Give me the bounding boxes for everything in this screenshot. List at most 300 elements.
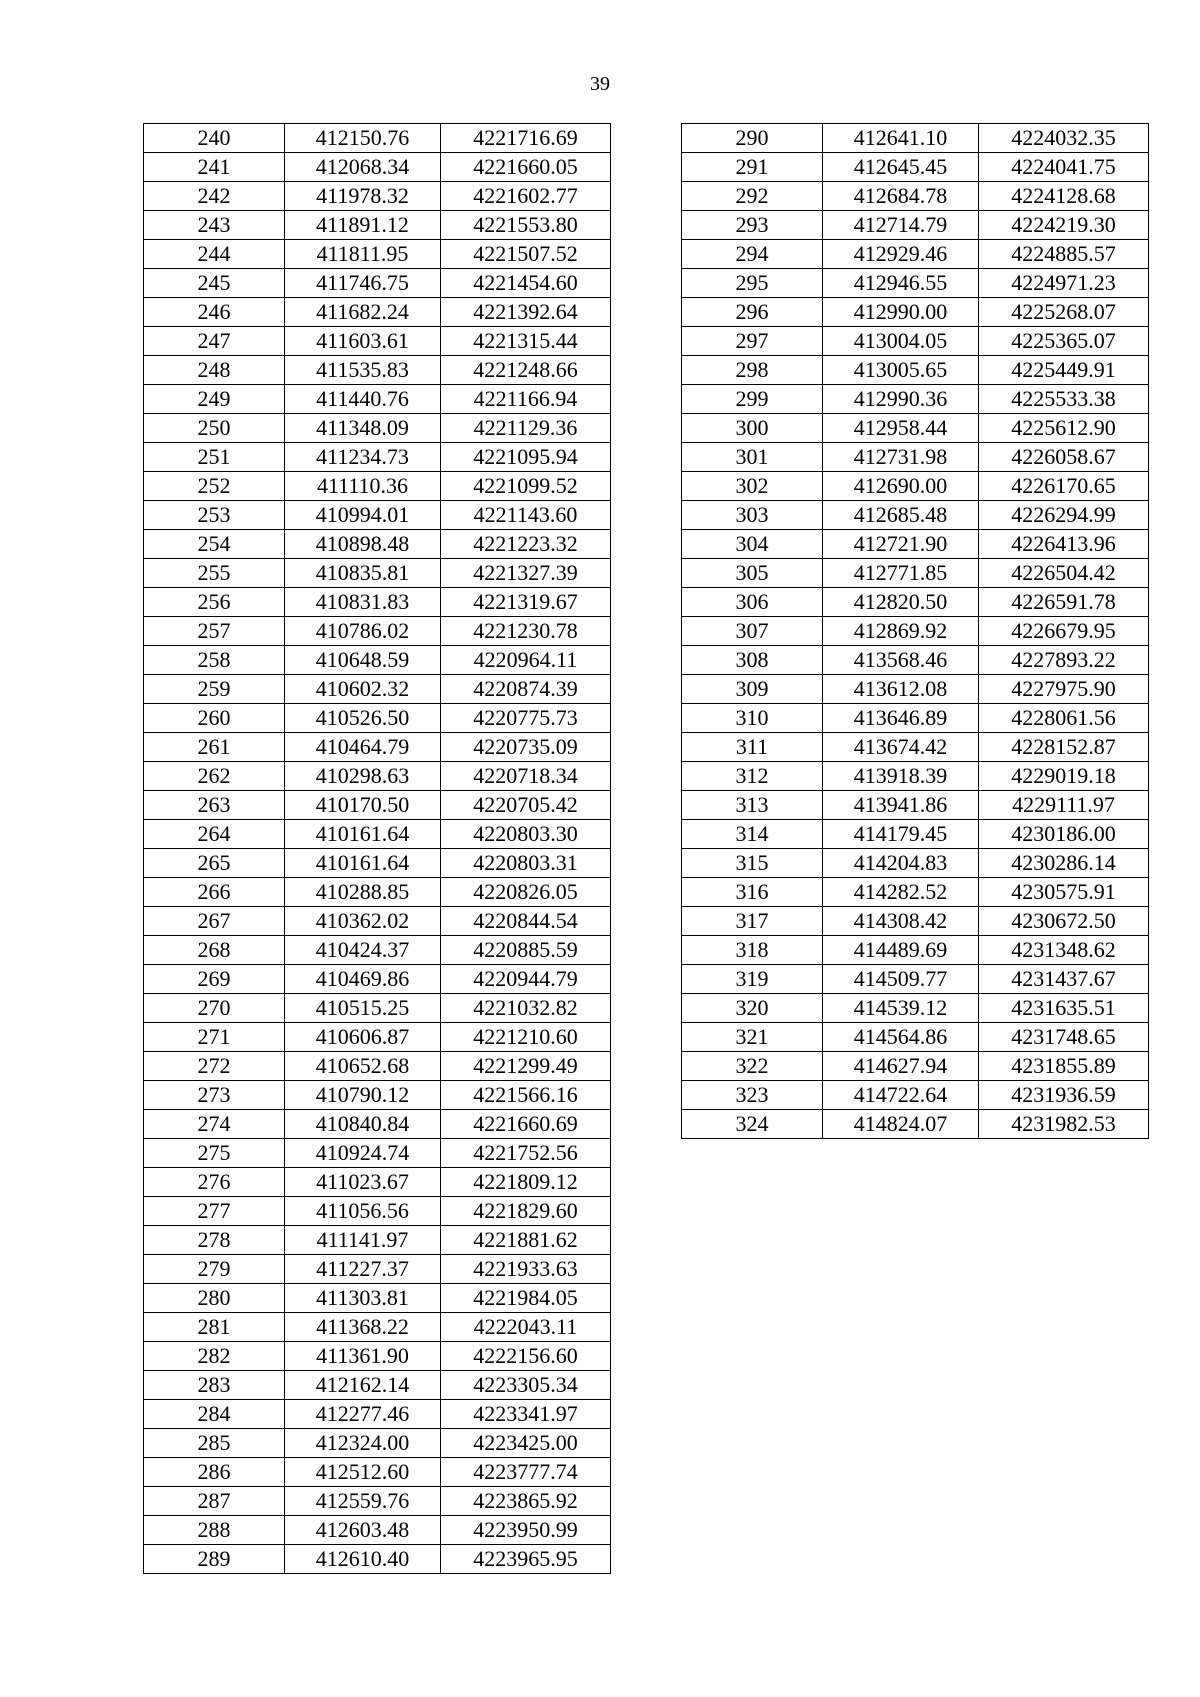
y-coordinate-cell: 4231437.67 [979, 965, 1149, 994]
table-row [144, 559, 611, 588]
y-coordinate-cell: 4221507.52 [441, 240, 611, 269]
point-id-cell: 262 [144, 762, 285, 791]
table-row [682, 298, 1149, 327]
x-coordinate-cell: 413941.86 [823, 791, 979, 820]
point-id-cell: 257 [144, 617, 285, 646]
table-row [144, 1052, 611, 1081]
point-id-cell: 294 [682, 240, 823, 269]
point-id-cell: 259 [144, 675, 285, 704]
table-row [144, 1313, 611, 1342]
y-coordinate-cell: 4231748.65 [979, 1023, 1149, 1052]
x-coordinate-cell: 411141.97 [285, 1226, 441, 1255]
point-id-cell: 253 [144, 501, 285, 530]
point-id-cell: 309 [682, 675, 823, 704]
point-id-cell: 243 [144, 211, 285, 240]
point-id-cell: 319 [682, 965, 823, 994]
table-row [144, 791, 611, 820]
y-coordinate-cell: 4222156.60 [441, 1342, 611, 1371]
point-id-cell: 295 [682, 269, 823, 298]
table-row [144, 1284, 611, 1313]
x-coordinate-cell: 410924.74 [285, 1139, 441, 1168]
y-coordinate-cell: 4228061.56 [979, 704, 1149, 733]
table-row [144, 124, 611, 153]
point-id-cell: 273 [144, 1081, 285, 1110]
x-coordinate-cell: 412559.76 [285, 1487, 441, 1516]
table-row [144, 269, 611, 298]
point-id-cell: 268 [144, 936, 285, 965]
table-row [144, 211, 611, 240]
y-coordinate-cell: 4220803.31 [441, 849, 611, 878]
table-row [682, 791, 1149, 820]
table-row [682, 414, 1149, 443]
y-coordinate-cell: 4231855.89 [979, 1052, 1149, 1081]
y-coordinate-cell: 4221829.60 [441, 1197, 611, 1226]
point-id-cell: 265 [144, 849, 285, 878]
point-id-cell: 251 [144, 443, 285, 472]
table-row [682, 994, 1149, 1023]
point-id-cell: 286 [144, 1458, 285, 1487]
x-coordinate-cell: 412324.00 [285, 1429, 441, 1458]
x-coordinate-cell: 410424.37 [285, 936, 441, 965]
table-row [144, 443, 611, 472]
x-coordinate-cell: 412684.78 [823, 182, 979, 211]
x-coordinate-cell: 412162.14 [285, 1371, 441, 1400]
x-coordinate-cell: 414509.77 [823, 965, 979, 994]
y-coordinate-cell: 4226170.65 [979, 472, 1149, 501]
point-id-cell: 244 [144, 240, 285, 269]
x-coordinate-cell: 412869.92 [823, 617, 979, 646]
table-row [144, 1139, 611, 1168]
y-coordinate-cell: 4221602.77 [441, 182, 611, 211]
table-row [682, 849, 1149, 878]
point-id-cell: 240 [144, 124, 285, 153]
point-id-cell: 245 [144, 269, 285, 298]
table-row [682, 820, 1149, 849]
table-row [144, 907, 611, 936]
x-coordinate-cell: 411811.95 [285, 240, 441, 269]
table-row [682, 211, 1149, 240]
y-coordinate-cell: 4231982.53 [979, 1110, 1149, 1139]
y-coordinate-cell: 4221392.64 [441, 298, 611, 327]
x-coordinate-cell: 411023.67 [285, 1168, 441, 1197]
x-coordinate-cell: 410840.84 [285, 1110, 441, 1139]
table-row [682, 675, 1149, 704]
table-row [144, 1400, 611, 1429]
y-coordinate-cell: 4224219.30 [979, 211, 1149, 240]
x-coordinate-cell: 410835.81 [285, 559, 441, 588]
x-coordinate-cell: 414722.64 [823, 1081, 979, 1110]
x-coordinate-cell: 411891.12 [285, 211, 441, 240]
x-coordinate-cell: 412690.00 [823, 472, 979, 501]
y-coordinate-cell: 4223950.99 [441, 1516, 611, 1545]
x-coordinate-cell: 413646.89 [823, 704, 979, 733]
x-coordinate-cell: 414308.42 [823, 907, 979, 936]
point-id-cell: 270 [144, 994, 285, 1023]
y-coordinate-cell: 4221454.60 [441, 269, 611, 298]
x-coordinate-cell: 410606.87 [285, 1023, 441, 1052]
x-coordinate-cell: 412277.46 [285, 1400, 441, 1429]
y-coordinate-cell: 4220718.34 [441, 762, 611, 791]
y-coordinate-cell: 4224041.75 [979, 153, 1149, 182]
y-coordinate-cell: 4221809.12 [441, 1168, 611, 1197]
table-row [682, 356, 1149, 385]
coordinates-table-right [681, 123, 1149, 1139]
table-row [682, 472, 1149, 501]
point-id-cell: 323 [682, 1081, 823, 1110]
x-coordinate-cell: 414204.83 [823, 849, 979, 878]
x-coordinate-cell: 413918.39 [823, 762, 979, 791]
y-coordinate-cell: 4226504.42 [979, 559, 1149, 588]
y-coordinate-cell: 4221143.60 [441, 501, 611, 530]
x-coordinate-cell: 410469.86 [285, 965, 441, 994]
table-row [144, 153, 611, 182]
y-coordinate-cell: 4221553.80 [441, 211, 611, 240]
table-row [144, 675, 611, 704]
y-coordinate-cell: 4226413.96 [979, 530, 1149, 559]
x-coordinate-cell: 411227.37 [285, 1255, 441, 1284]
table-row [144, 530, 611, 559]
x-coordinate-cell: 413612.08 [823, 675, 979, 704]
x-coordinate-cell: 412929.46 [823, 240, 979, 269]
x-coordinate-cell: 414824.07 [823, 1110, 979, 1139]
y-coordinate-cell: 4224971.23 [979, 269, 1149, 298]
y-coordinate-cell: 4221099.52 [441, 472, 611, 501]
table-row [682, 559, 1149, 588]
y-coordinate-cell: 4224128.68 [979, 182, 1149, 211]
y-coordinate-cell: 4225365.07 [979, 327, 1149, 356]
x-coordinate-cell: 410602.32 [285, 675, 441, 704]
table-row [144, 1458, 611, 1487]
y-coordinate-cell: 4221166.94 [441, 385, 611, 414]
x-coordinate-cell: 412685.48 [823, 501, 979, 530]
point-id-cell: 304 [682, 530, 823, 559]
point-id-cell: 321 [682, 1023, 823, 1052]
point-id-cell: 272 [144, 1052, 285, 1081]
x-coordinate-cell: 412641.10 [823, 124, 979, 153]
x-coordinate-cell: 412512.60 [285, 1458, 441, 1487]
table-row [144, 646, 611, 675]
point-id-cell: 247 [144, 327, 285, 356]
point-id-cell: 260 [144, 704, 285, 733]
point-id-cell: 271 [144, 1023, 285, 1052]
point-id-cell: 324 [682, 1110, 823, 1139]
y-coordinate-cell: 4226294.99 [979, 501, 1149, 530]
y-coordinate-cell: 4221660.05 [441, 153, 611, 182]
point-id-cell: 241 [144, 153, 285, 182]
point-id-cell: 255 [144, 559, 285, 588]
y-coordinate-cell: 4221319.67 [441, 588, 611, 617]
point-id-cell: 256 [144, 588, 285, 617]
point-id-cell: 252 [144, 472, 285, 501]
point-id-cell: 320 [682, 994, 823, 1023]
x-coordinate-cell: 410362.02 [285, 907, 441, 936]
point-id-cell: 282 [144, 1342, 285, 1371]
y-coordinate-cell: 4221223.32 [441, 530, 611, 559]
x-coordinate-cell: 410831.83 [285, 588, 441, 617]
x-coordinate-cell: 412946.55 [823, 269, 979, 298]
table-row [682, 182, 1149, 211]
x-coordinate-cell: 410161.64 [285, 849, 441, 878]
page-number: 39 [590, 73, 610, 95]
table-row [144, 1487, 611, 1516]
y-coordinate-cell: 4221032.82 [441, 994, 611, 1023]
table-row [144, 1023, 611, 1052]
point-id-cell: 316 [682, 878, 823, 907]
x-coordinate-cell: 412645.45 [823, 153, 979, 182]
x-coordinate-cell: 414179.45 [823, 820, 979, 849]
x-coordinate-cell: 411361.90 [285, 1342, 441, 1371]
x-coordinate-cell: 412771.85 [823, 559, 979, 588]
y-coordinate-cell: 4228152.87 [979, 733, 1149, 762]
y-coordinate-cell: 4221984.05 [441, 1284, 611, 1313]
y-coordinate-cell: 4231635.51 [979, 994, 1149, 1023]
point-id-cell: 298 [682, 356, 823, 385]
table-row [144, 965, 611, 994]
x-coordinate-cell: 411056.56 [285, 1197, 441, 1226]
table-row [144, 240, 611, 269]
point-id-cell: 318 [682, 936, 823, 965]
point-id-cell: 269 [144, 965, 285, 994]
x-coordinate-cell: 410515.25 [285, 994, 441, 1023]
point-id-cell: 292 [682, 182, 823, 211]
x-coordinate-cell: 412150.76 [285, 124, 441, 153]
x-coordinate-cell: 410790.12 [285, 1081, 441, 1110]
y-coordinate-cell: 4221095.94 [441, 443, 611, 472]
point-id-cell: 307 [682, 617, 823, 646]
table-row [682, 269, 1149, 298]
x-coordinate-cell: 414564.86 [823, 1023, 979, 1052]
table-row [682, 385, 1149, 414]
point-id-cell: 303 [682, 501, 823, 530]
y-coordinate-cell: 4223865.92 [441, 1487, 611, 1516]
point-id-cell: 313 [682, 791, 823, 820]
point-id-cell: 250 [144, 414, 285, 443]
x-coordinate-cell: 411978.32 [285, 182, 441, 211]
table-row [682, 1110, 1149, 1139]
table-row [682, 878, 1149, 907]
table-row [144, 994, 611, 1023]
point-id-cell: 306 [682, 588, 823, 617]
table-row [144, 327, 611, 356]
table-row [682, 646, 1149, 675]
y-coordinate-cell: 4221716.69 [441, 124, 611, 153]
y-coordinate-cell: 4221299.49 [441, 1052, 611, 1081]
y-coordinate-cell: 4222043.11 [441, 1313, 611, 1342]
y-coordinate-cell: 4231936.59 [979, 1081, 1149, 1110]
y-coordinate-cell: 4223341.97 [441, 1400, 611, 1429]
table-row [682, 1023, 1149, 1052]
table-row [682, 762, 1149, 791]
point-id-cell: 317 [682, 907, 823, 936]
point-id-cell: 290 [682, 124, 823, 153]
point-id-cell: 278 [144, 1226, 285, 1255]
table-row [144, 617, 611, 646]
point-id-cell: 312 [682, 762, 823, 791]
point-id-cell: 274 [144, 1110, 285, 1139]
x-coordinate-cell: 411603.61 [285, 327, 441, 356]
point-id-cell: 261 [144, 733, 285, 762]
point-id-cell: 275 [144, 1139, 285, 1168]
x-coordinate-cell: 411234.73 [285, 443, 441, 472]
x-coordinate-cell: 414282.52 [823, 878, 979, 907]
table-row [144, 1371, 611, 1400]
table-row [144, 472, 611, 501]
table-row [682, 936, 1149, 965]
point-id-cell: 285 [144, 1429, 285, 1458]
table-row [144, 1342, 611, 1371]
point-id-cell: 277 [144, 1197, 285, 1226]
table-row [682, 124, 1149, 153]
y-coordinate-cell: 4226058.67 [979, 443, 1149, 472]
point-id-cell: 302 [682, 472, 823, 501]
y-coordinate-cell: 4226591.78 [979, 588, 1149, 617]
point-id-cell: 322 [682, 1052, 823, 1081]
point-id-cell: 288 [144, 1516, 285, 1545]
y-coordinate-cell: 4229111.97 [979, 791, 1149, 820]
x-coordinate-cell: 412721.90 [823, 530, 979, 559]
x-coordinate-cell: 411110.36 [285, 472, 441, 501]
y-coordinate-cell: 4231348.62 [979, 936, 1149, 965]
y-coordinate-cell: 4221881.62 [441, 1226, 611, 1255]
x-coordinate-cell: 412990.00 [823, 298, 979, 327]
table-row [144, 820, 611, 849]
table-row [682, 704, 1149, 733]
x-coordinate-cell: 410652.68 [285, 1052, 441, 1081]
x-coordinate-cell: 410648.59 [285, 646, 441, 675]
y-coordinate-cell: 4225533.38 [979, 385, 1149, 414]
y-coordinate-cell: 4227975.90 [979, 675, 1149, 704]
table-row [144, 1081, 611, 1110]
x-coordinate-cell: 410786.02 [285, 617, 441, 646]
y-coordinate-cell: 4221933.63 [441, 1255, 611, 1284]
y-coordinate-cell: 4227893.22 [979, 646, 1149, 675]
x-coordinate-cell: 412610.40 [285, 1545, 441, 1574]
point-id-cell: 284 [144, 1400, 285, 1429]
point-id-cell: 281 [144, 1313, 285, 1342]
point-id-cell: 267 [144, 907, 285, 936]
table-row [682, 153, 1149, 182]
point-id-cell: 315 [682, 849, 823, 878]
table-row [144, 878, 611, 907]
y-coordinate-cell: 4223425.00 [441, 1429, 611, 1458]
x-coordinate-cell: 412990.36 [823, 385, 979, 414]
x-coordinate-cell: 411303.81 [285, 1284, 441, 1313]
coordinates-table-left [143, 123, 611, 1574]
x-coordinate-cell: 410298.63 [285, 762, 441, 791]
table-row [144, 298, 611, 327]
table-row [144, 1255, 611, 1284]
table-row [682, 1081, 1149, 1110]
table-row [144, 1168, 611, 1197]
y-coordinate-cell: 4224032.35 [979, 124, 1149, 153]
x-coordinate-cell: 410170.50 [285, 791, 441, 820]
point-id-cell: 308 [682, 646, 823, 675]
point-id-cell: 248 [144, 356, 285, 385]
x-coordinate-cell: 411535.83 [285, 356, 441, 385]
point-id-cell: 242 [144, 182, 285, 211]
y-coordinate-cell: 4220705.42 [441, 791, 611, 820]
point-id-cell: 310 [682, 704, 823, 733]
y-coordinate-cell: 4226679.95 [979, 617, 1149, 646]
x-coordinate-cell: 410994.01 [285, 501, 441, 530]
table-row [144, 356, 611, 385]
point-id-cell: 296 [682, 298, 823, 327]
x-coordinate-cell: 414539.12 [823, 994, 979, 1023]
point-id-cell: 263 [144, 791, 285, 820]
table-row [144, 733, 611, 762]
x-coordinate-cell: 411682.24 [285, 298, 441, 327]
x-coordinate-cell: 414627.94 [823, 1052, 979, 1081]
y-coordinate-cell: 4221752.56 [441, 1139, 611, 1168]
point-id-cell: 314 [682, 820, 823, 849]
x-coordinate-cell: 410161.64 [285, 820, 441, 849]
point-id-cell: 246 [144, 298, 285, 327]
table-row [682, 965, 1149, 994]
point-id-cell: 266 [144, 878, 285, 907]
point-id-cell: 254 [144, 530, 285, 559]
point-id-cell: 297 [682, 327, 823, 356]
y-coordinate-cell: 4221230.78 [441, 617, 611, 646]
y-coordinate-cell: 4220775.73 [441, 704, 611, 733]
y-coordinate-cell: 4220844.54 [441, 907, 611, 936]
x-coordinate-cell: 413004.05 [823, 327, 979, 356]
y-coordinate-cell: 4230286.14 [979, 849, 1149, 878]
point-id-cell: 291 [682, 153, 823, 182]
point-id-cell: 249 [144, 385, 285, 414]
table-row [144, 182, 611, 211]
table-row [144, 1197, 611, 1226]
point-id-cell: 305 [682, 559, 823, 588]
table-row [144, 1226, 611, 1255]
table-row [144, 762, 611, 791]
y-coordinate-cell: 4221248.66 [441, 356, 611, 385]
table-row [144, 1545, 611, 1574]
table-row [144, 704, 611, 733]
y-coordinate-cell: 4220735.09 [441, 733, 611, 762]
y-coordinate-cell: 4224885.57 [979, 240, 1149, 269]
x-coordinate-cell: 411440.76 [285, 385, 441, 414]
x-coordinate-cell: 410526.50 [285, 704, 441, 733]
x-coordinate-cell: 410464.79 [285, 733, 441, 762]
table-row [144, 1516, 611, 1545]
y-coordinate-cell: 4230672.50 [979, 907, 1149, 936]
table-row [682, 1052, 1149, 1081]
y-coordinate-cell: 4221129.36 [441, 414, 611, 443]
y-coordinate-cell: 4221210.60 [441, 1023, 611, 1052]
y-coordinate-cell: 4229019.18 [979, 762, 1149, 791]
x-coordinate-cell: 410898.48 [285, 530, 441, 559]
y-coordinate-cell: 4221315.44 [441, 327, 611, 356]
table-row [682, 501, 1149, 530]
x-coordinate-cell: 413674.42 [823, 733, 979, 762]
table-row [144, 849, 611, 878]
point-id-cell: 293 [682, 211, 823, 240]
point-id-cell: 299 [682, 385, 823, 414]
x-coordinate-cell: 412714.79 [823, 211, 979, 240]
table-row [682, 588, 1149, 617]
x-coordinate-cell: 411368.22 [285, 1313, 441, 1342]
point-id-cell: 311 [682, 733, 823, 762]
table-row [144, 588, 611, 617]
table-row [682, 907, 1149, 936]
x-coordinate-cell: 411746.75 [285, 269, 441, 298]
x-coordinate-cell: 411348.09 [285, 414, 441, 443]
point-id-cell: 300 [682, 414, 823, 443]
table-row [144, 936, 611, 965]
table-row [682, 327, 1149, 356]
point-id-cell: 279 [144, 1255, 285, 1284]
table-row [682, 617, 1149, 646]
